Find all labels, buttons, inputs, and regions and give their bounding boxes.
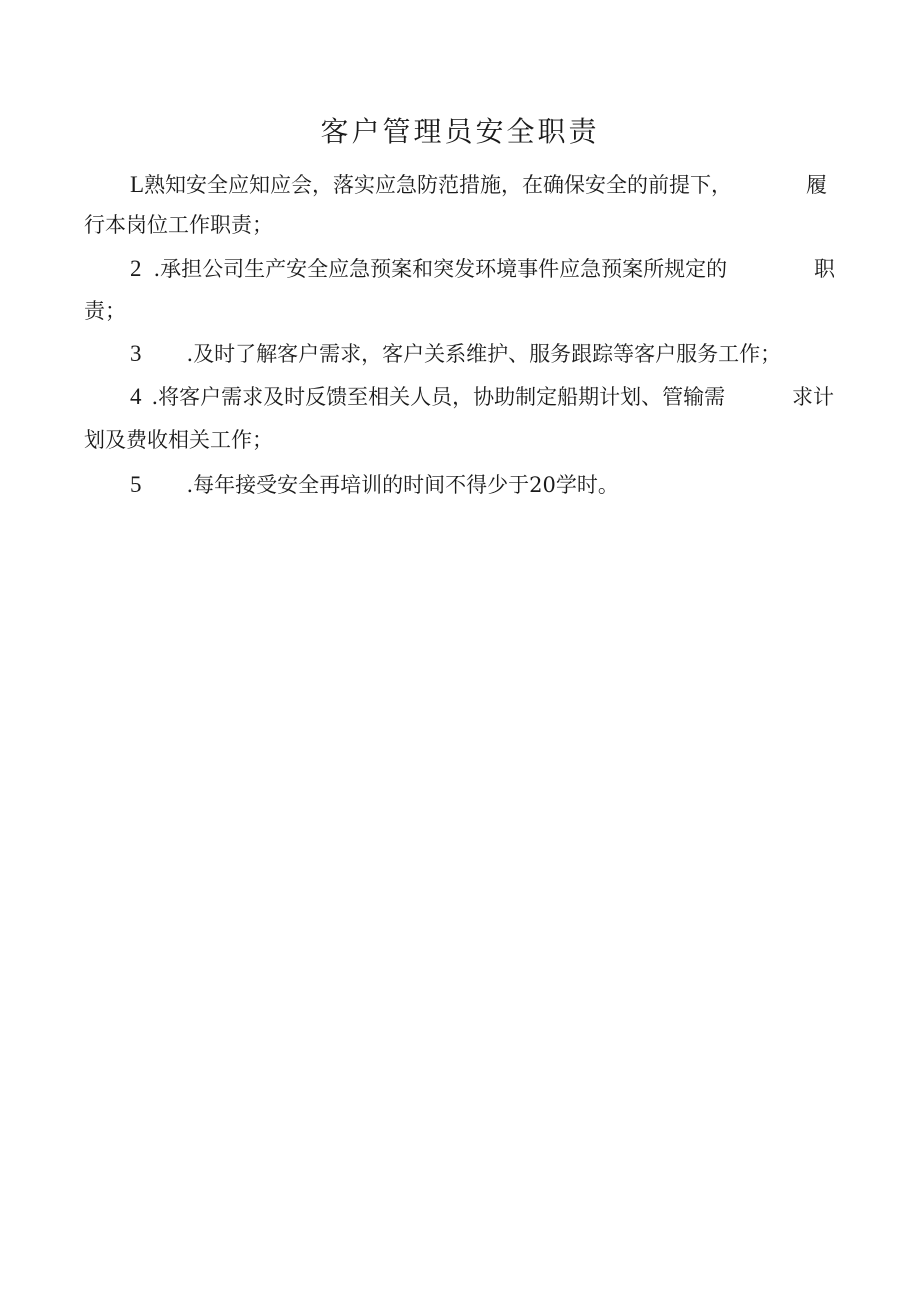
- list-item-3-text: .及时了解客户需求，客户关系维护、服务跟踪等客户服务工作；: [186, 342, 782, 366]
- list-item-3-line-1: [130, 339, 781, 369]
- list-item-1-line-1-tail: 履: [806, 173, 827, 197]
- list-item-2-line-1: [130, 254, 727, 284]
- list-item-5-line-1: [130, 470, 619, 500]
- list-item-4-line-1-tail: 求计: [792, 385, 834, 409]
- list-item-1-text: 熟知安全应知应会，落实应急防范措施，在确保安全的前提下，: [144, 173, 733, 197]
- list-item-2-line-1-tail: 职: [814, 257, 835, 281]
- list-item-4-number: 4: [130, 384, 142, 409]
- list-item-1-number: L: [130, 172, 145, 197]
- list-item-1-line-1: [130, 170, 732, 200]
- list-item-2-number: 2: [130, 256, 142, 281]
- list-item-5-text: .每年接受安全再培训的时间不得少于20学时。: [186, 473, 619, 497]
- list-item-1-line-2: 行本岗位工作职责；: [84, 213, 273, 237]
- list-item-4-text: .将客户需求及时反馈至相关人员，协助制定船期计划、管输需: [151, 385, 726, 409]
- list-item-2-text: .承担公司生产安全应急预案和突发环境事件应急预案所规定的: [153, 257, 728, 281]
- list-item-2-line-2: 责；: [84, 299, 126, 323]
- list-item-4-line-1: [130, 382, 725, 412]
- page-title: 客户管理员安全职责: [320, 115, 600, 148]
- list-item-5-number: 5: [130, 472, 142, 497]
- list-item-4-line-2: 划及费收相关工作；: [84, 428, 273, 452]
- list-item-3-number: 3: [130, 341, 142, 366]
